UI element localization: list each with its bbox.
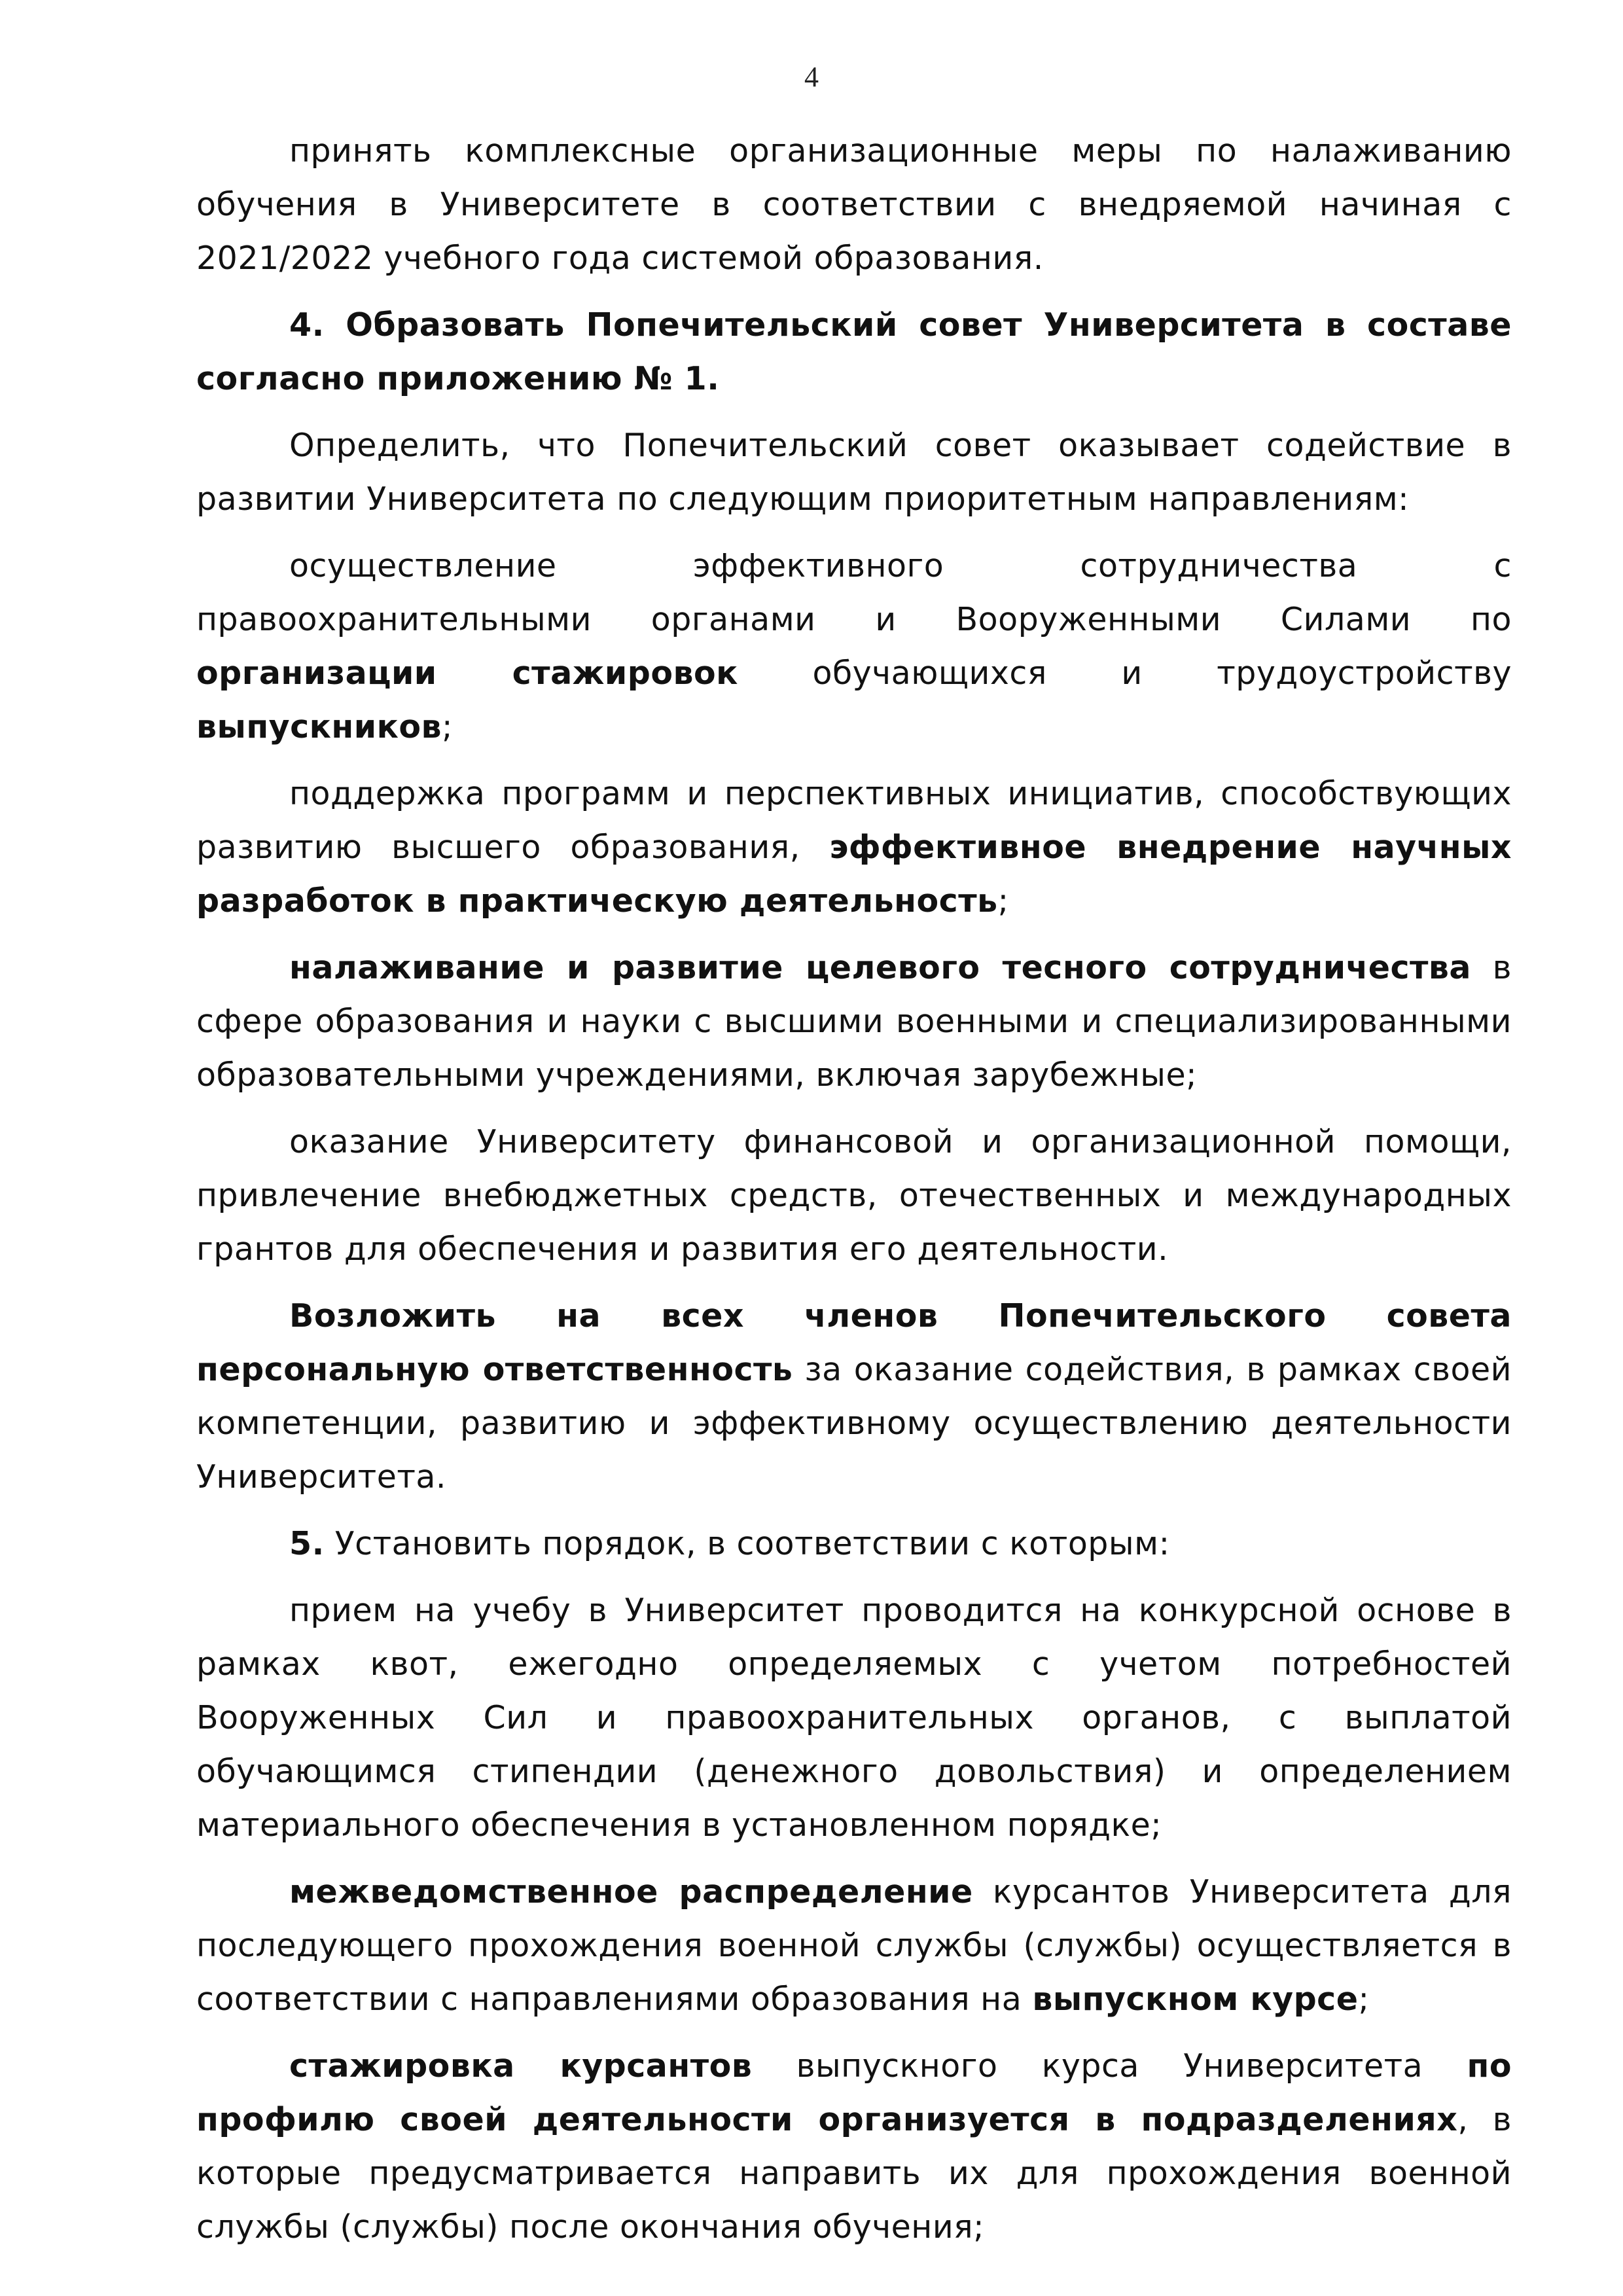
bold-text-run: стажировка курсантов bbox=[289, 2047, 753, 2085]
paragraph-training-measures bbox=[196, 124, 1512, 285]
document-body bbox=[196, 124, 1512, 2267]
bold-text-run: Возложить на всех членов Попечительского совета персональную ответственность bbox=[196, 1297, 1512, 1388]
paragraph-internship bbox=[196, 2039, 1512, 2254]
bold-text-run: эффективное внедрение научных разработок в практическую деятельность bbox=[196, 829, 1512, 920]
paragraph-priority-funding bbox=[196, 1115, 1512, 1276]
text-run: оказание Университету финансовой и организационной помощи, привлечение внебюджетных средств, отечественных и международных грантов для обеспечения и развития его деятельности. bbox=[196, 1123, 1512, 1268]
text-run: Определить, что Попечительский совет оказывает содействие в развитии Университета по следующим приоритетным направлениям: bbox=[196, 427, 1512, 518]
bold-text-run: по профилю своей деятельности организуется в подразделениях bbox=[196, 2047, 1512, 2138]
bold-text-run: организации стажировок bbox=[196, 655, 738, 692]
paragraph-priority-programs bbox=[196, 767, 1512, 928]
text-run: обучающихся и трудоустройству bbox=[738, 655, 1512, 692]
bold-text-run: выпускном курсе bbox=[1032, 1981, 1359, 2018]
text-run: принять комплексные организационные меры по налаживанию обучения в Университете в соответствии с внедряемой начиная с 2021/2022 учебного года системой образования. bbox=[196, 132, 1512, 277]
paragraph-distribution bbox=[196, 1865, 1512, 2026]
paragraph-admission bbox=[196, 1584, 1512, 1852]
page-number: 4 bbox=[804, 61, 819, 93]
text-run: ; bbox=[1358, 1981, 1370, 2018]
paragraph-member-responsibility bbox=[196, 1289, 1512, 1504]
paragraph-priority-partnership bbox=[196, 941, 1512, 1102]
paragraph-board-role bbox=[196, 419, 1512, 526]
text-run: поддержка программ и перспективных инициатив, способствующих развитию высшего образования, bbox=[196, 775, 1512, 866]
text-run: в сфере образования и науки с высшими военными и специализированными образовательными учреждениями, включая зарубежные; bbox=[196, 949, 1512, 1094]
text-run: осуществление эффективного сотрудничества с правоохранительными органами и Вооруженными Силами по bbox=[196, 547, 1512, 638]
bold-text-run: выпускников bbox=[196, 708, 442, 745]
paragraph-item-5-procedure bbox=[196, 1517, 1512, 1571]
bold-text-run: 4. Образовать Попечительский совет Университета в составе согласно приложению № 1. bbox=[196, 306, 1512, 397]
text-run: за оказание содействия, в рамках своей компетенции, развитию и эффективному осуществлению деятельности Университета. bbox=[196, 1351, 1512, 1496]
bold-text-run: межведомственное распределение bbox=[289, 1873, 973, 1910]
text-run: Установить порядок, в соответствии с которым: bbox=[324, 1525, 1170, 1562]
text-run: ; bbox=[442, 708, 454, 745]
bold-text-run: налаживание и развитие целевого тесного сотрудничества bbox=[289, 949, 1471, 986]
bold-text-run: 5. bbox=[289, 1525, 325, 1562]
paragraph-priority-cooperation bbox=[196, 539, 1512, 754]
paragraph-item-4-board-creation bbox=[196, 298, 1512, 406]
text-run: , в которые предусматривается направить их для прохождения военной службы (службы) после окончания обучения; bbox=[196, 2101, 1512, 2246]
text-run: курсантов Университета для последующего прохождения военной службы (службы) осуществляется в соответствии с направлениями образования на bbox=[196, 1873, 1512, 2018]
text-run: выпускного курса Университета bbox=[752, 2047, 1467, 2085]
text-run: ; bbox=[997, 882, 1009, 920]
text-run: прием на учебу в Университет проводится на конкурсной основе в рамках квот, ежегодно определяемых с учетом потребностей Вооруженных Сил и правоохранительных органов, с выплатой обучающимся стипендии (денежного довольствия) и определением материального обеспечения в установленном порядке; bbox=[196, 1592, 1512, 1844]
